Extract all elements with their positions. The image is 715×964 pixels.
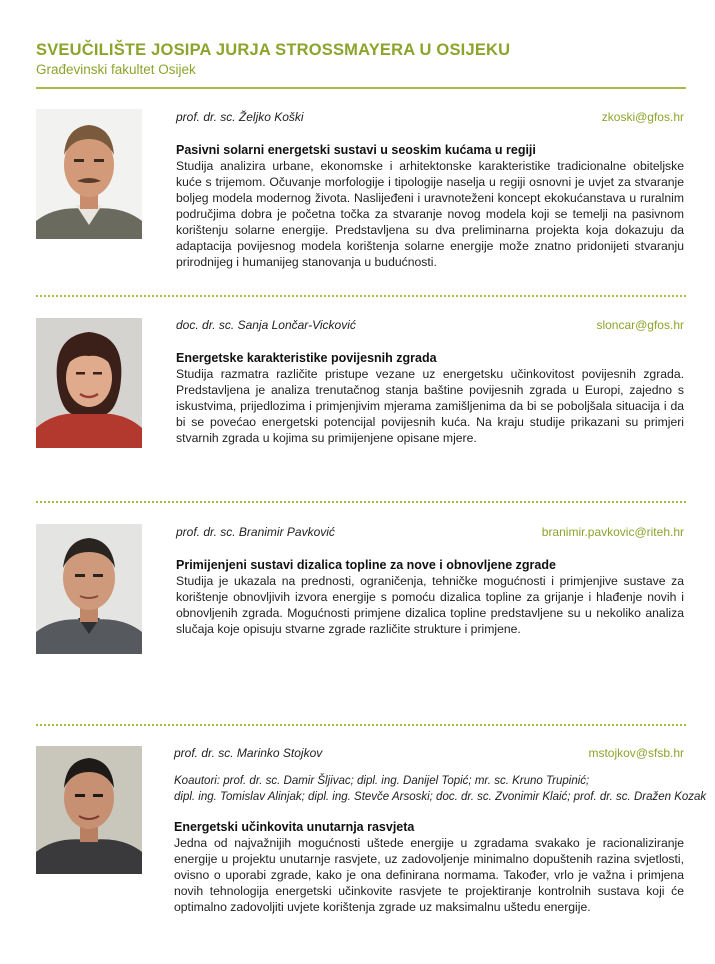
coauthors-line: Koautori: prof. dr. sc. Damir Šljivac; dipl. ing. Danijel Topić; mr. sc. Kruno Trupinić; [174, 775, 590, 787]
author-photo [36, 746, 142, 874]
author-name: prof. dr. sc. Željko Koški [176, 110, 304, 124]
entry-text [176, 109, 684, 270]
entry-divider [36, 295, 686, 297]
university-name: SVEUČILIŠTE JOSIPA JURJA STROSSMAYERA U OSIJEKU [36, 41, 511, 59]
coauthors-line: dipl. ing. Tomislav Alinjak; dipl. ing. Stevče Arsoski; doc. dr. sc. Zvonimir Klaić; prof. dr. sc. Dražen Kozak [174, 791, 707, 803]
page-header [36, 40, 686, 79]
entry-divider [36, 501, 686, 503]
entry-divider [36, 724, 686, 726]
author-name: prof. dr. sc. Marinko Stojkov [174, 746, 323, 760]
study-title: Energetske karakteristike povijesnih zgrada [176, 351, 437, 365]
entry-text [176, 524, 684, 637]
author-email-link[interactable]: branimir.pavkovic@riteh.hr [541, 525, 684, 539]
author-photo [36, 318, 142, 448]
faculty-name: Građevinski fakultet Osijek [36, 62, 196, 77]
header-divider [36, 87, 686, 89]
author-email-link[interactable]: mstojkov@sfsb.hr [588, 746, 684, 760]
coauthors [174, 773, 707, 805]
study-title: Pasivni solarni energetski sustavi u seoskim kućama u regiji [176, 143, 536, 157]
study-title: Energetski učinkovita unutarnja rasvjeta [174, 820, 415, 834]
entry-text [174, 745, 707, 915]
study-description: Jedna od najvažnijih mogućnosti uštede energije u zgradama svakako je racionaliziranje energije u projektu unutarnje rasvjete, uz zadovoljenje minimalno dopuštenih razina svjetlosti, ovisno o uporabi zgrade, kako je ona definirana normama. Također, vrlo je važna i primjena novih tehnologija energetski učinkovite rasvjete te projektiranje kontrolnih sustava koji će optimalno zadovoljiti uvjete korištenja zgrade uz maksimalnu uštedu energije. [174, 836, 684, 914]
study-description: Studija je ukazala na prednosti, ograničenja, tehničke mogućnosti i primjenjive sustave za korištenje obnovljivih izvora energije s pomoću dizalica topline za grijanje i hlađenje novih i obnovljenih zgrada. Mogućnosti primjene dizalica topline predstavljene su u nekoliko analiza slučaja koje opisuju stvarne zgrade različite strukture i primjene. [176, 574, 684, 636]
author-email-link[interactable]: zkoski@gfos.hr [601, 110, 684, 124]
author-photo [36, 109, 142, 239]
author-name: prof. dr. sc. Branimir Pavković [176, 525, 335, 539]
author-name: doc. dr. sc. Sanja Lončar-Vicković [176, 318, 356, 332]
author-email-link[interactable]: sloncar@gfos.hr [596, 318, 684, 332]
study-description: Studija razmatra različite pristupe vezane uz energetsku učinkovitost povijesnih zgrada. Predstavljena je analiza trenutačnog stanja baštine povijesnih zgrada u Europi, zajedno s iskustvima, prijedlozima i primjenjivim mjerama zamišljenima da bi se poboljšala situacija i da bi se povećao energetski potencijal povijesnih kuća. Na kraju studije prikazani su primjeri stvarnih zgrada u kojima su primijenjene opisane mjere. [176, 367, 684, 445]
study-description: Studija analizira urbane, ekonomske i arhitektonske karakteristike tradicionalne obiteljske kuće s trijemom. Očuvanje morfologije i tipologije naselja u regiji osnovni je uvjet za stvaranje boljeg modela modernog života. Naslijeđeni i uravnoteženi koncept ekokućanstava u ruralnim područjima dobra je početna točka za stvaranje novog modela koji se temelji na pasivnom korištenju solarne energije. Predstavljena su dva preliminarna projekta koja dokazuju da adaptacija povijesnog modela korištenja solarne energije može znatno pridonijeti stvaranju prirodnijeg i humanijeg stanovanja u budućnosti. [176, 159, 684, 269]
study-title: Primijenjeni sustavi dizalica topline za nove i obnovljene zgrade [176, 558, 556, 572]
entry-text [176, 317, 684, 446]
author-photo [36, 524, 142, 654]
